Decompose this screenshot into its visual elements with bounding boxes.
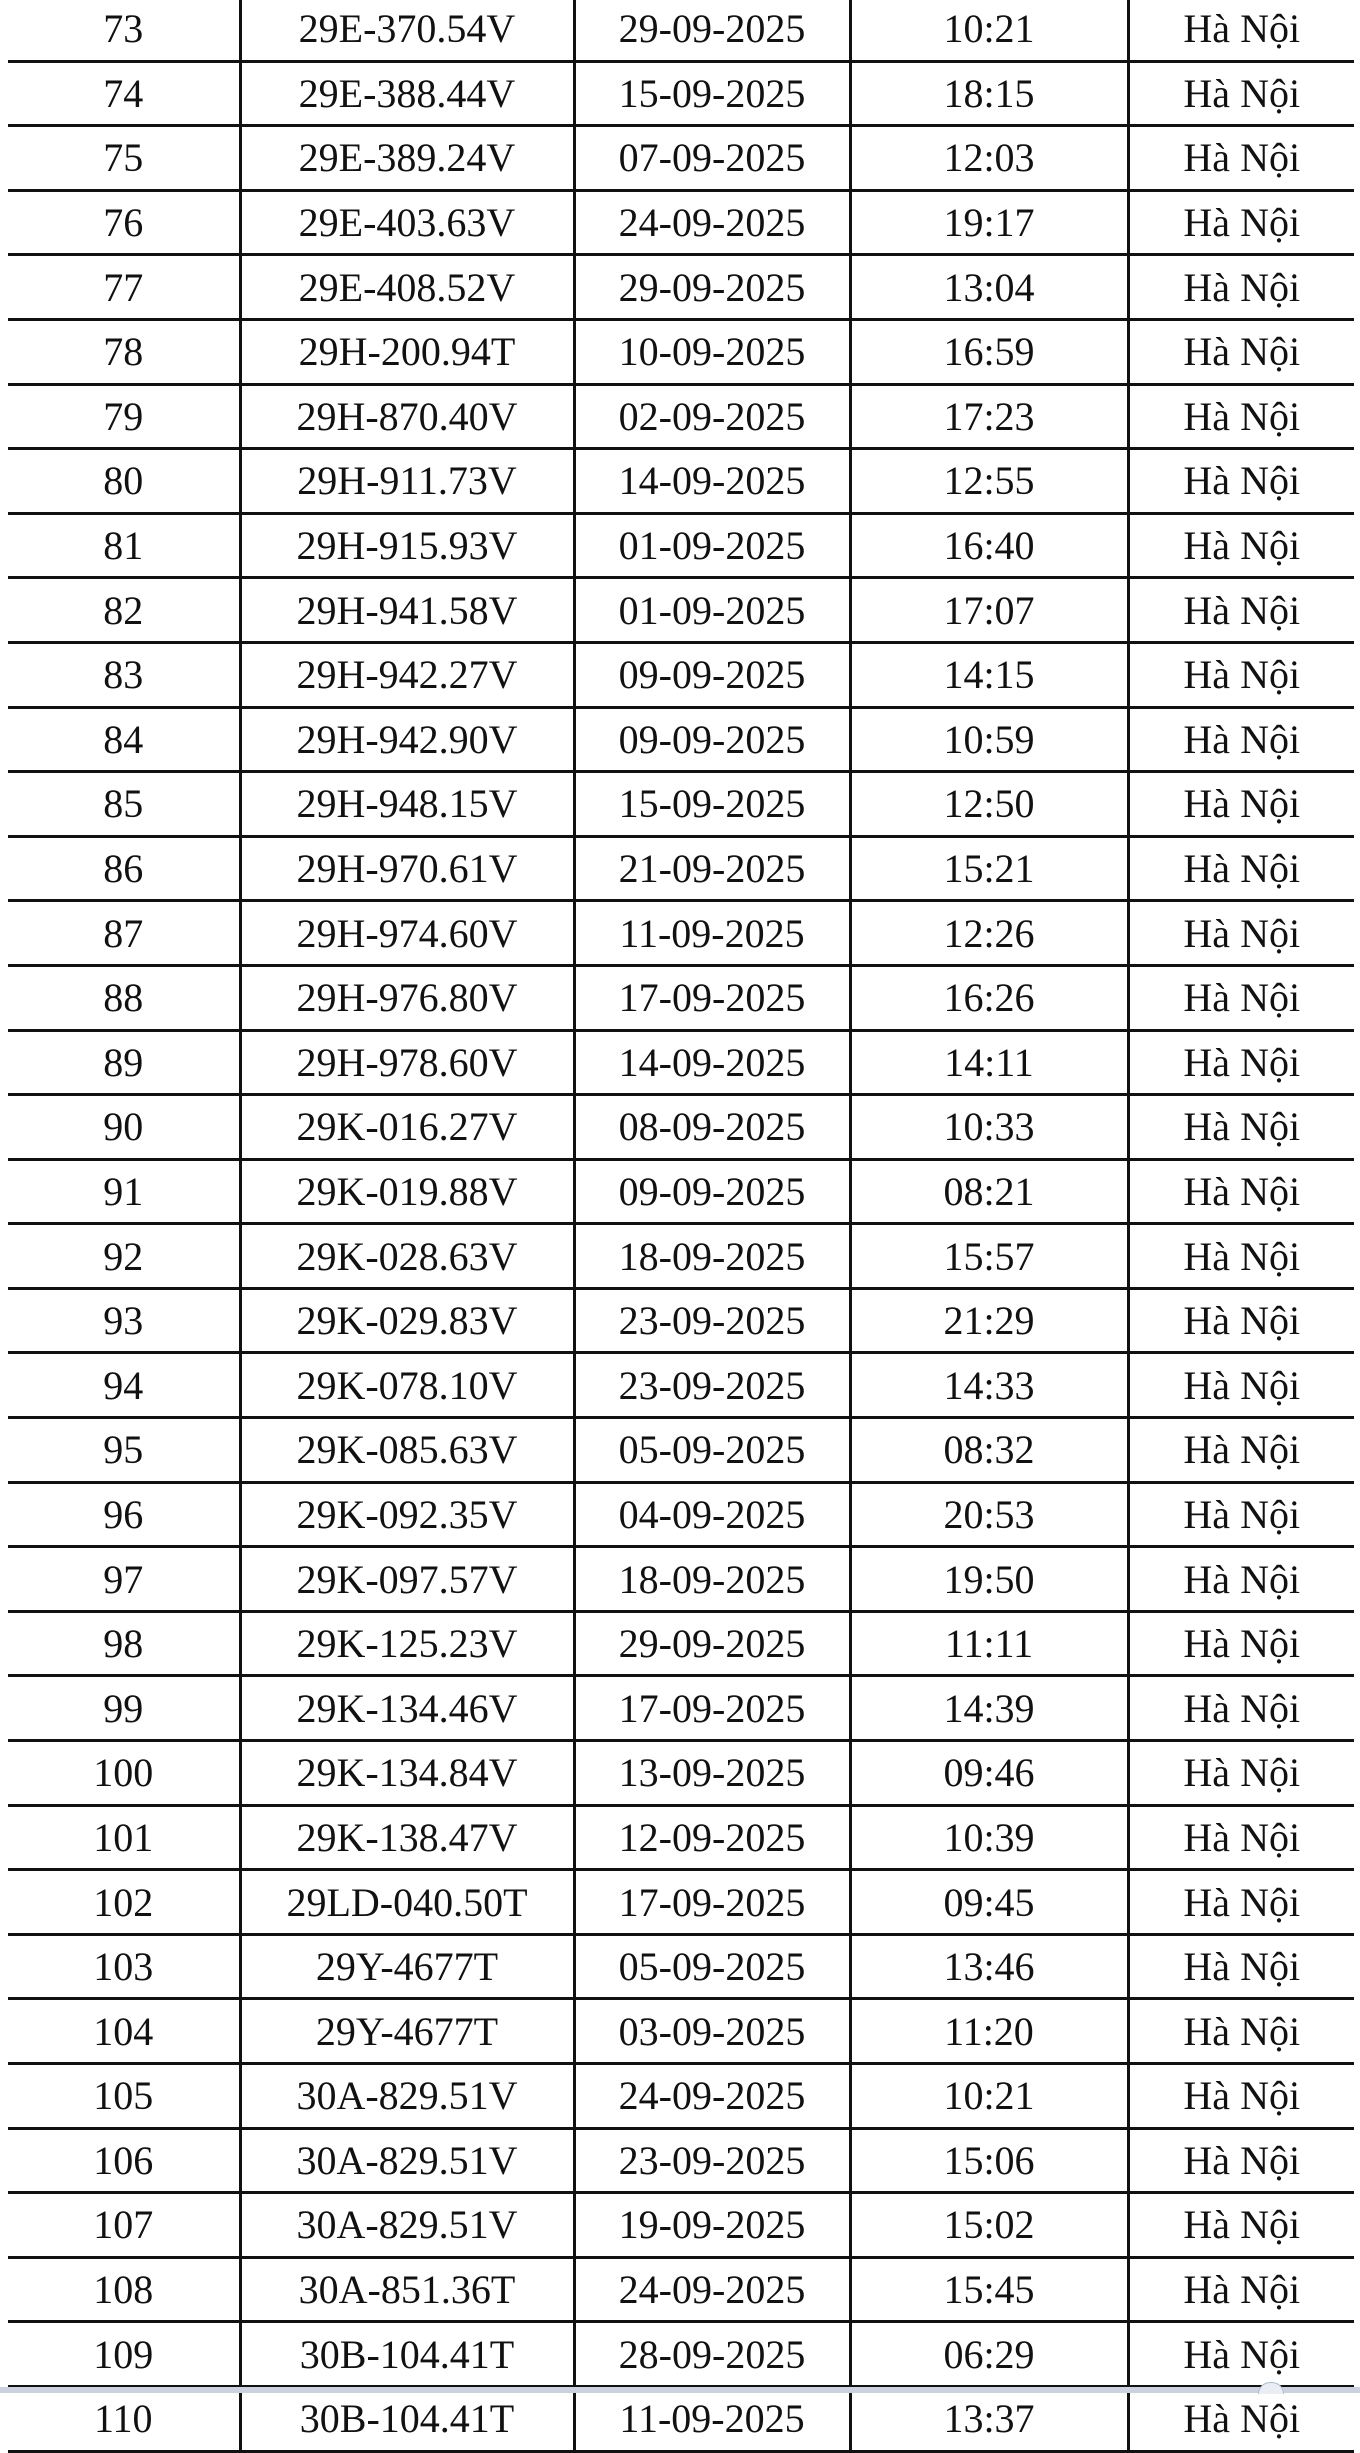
row-number-cell: 85 — [8, 772, 240, 837]
plate-number-cell: 29K-134.46V — [240, 1676, 574, 1741]
plate-number-cell: 29E-408.52V — [240, 255, 574, 320]
location-cell: Hà Nội — [1128, 1224, 1354, 1289]
row-number-cell: 104 — [8, 1999, 240, 2064]
location-cell: Hà Nội — [1128, 449, 1354, 514]
row-number-cell: 109 — [8, 2322, 240, 2387]
table-row — [8, 1676, 1354, 1741]
row-number-cell: 97 — [8, 1547, 240, 1612]
plate-number-cell: 29H-941.58V — [240, 578, 574, 643]
plate-number-cell: 29H-915.93V — [240, 513, 574, 578]
time-cell: 12:50 — [850, 772, 1128, 837]
violation-table-container — [8, 0, 1354, 2453]
row-number-cell: 100 — [8, 1741, 240, 1806]
plate-number-cell: 29E-370.54V — [240, 0, 574, 61]
table-row — [8, 642, 1354, 707]
table-row — [8, 61, 1354, 126]
row-number-cell: 102 — [8, 1870, 240, 1935]
location-cell: Hà Nội — [1128, 190, 1354, 255]
location-cell: Hà Nội — [1128, 61, 1354, 126]
plate-number-cell: 29H-970.61V — [240, 836, 574, 901]
location-cell: Hà Nội — [1128, 642, 1354, 707]
table-row — [8, 1353, 1354, 1418]
row-number-cell: 105 — [8, 2064, 240, 2129]
time-cell: 14:11 — [850, 1030, 1128, 1095]
row-number-cell: 106 — [8, 2128, 240, 2193]
plate-number-cell: 29H-942.90V — [240, 707, 574, 772]
location-cell: Hà Nội — [1128, 1159, 1354, 1224]
location-cell: Hà Nội — [1128, 1741, 1354, 1806]
table-row — [8, 1030, 1354, 1095]
plate-number-cell: 30A-829.51V — [240, 2064, 574, 2129]
table-row — [8, 513, 1354, 578]
date-cell: 23-09-2025 — [574, 1353, 850, 1418]
table-row — [8, 2257, 1354, 2322]
time-cell: 06:29 — [850, 2322, 1128, 2387]
date-cell: 28-09-2025 — [574, 2322, 850, 2387]
row-number-cell: 84 — [8, 707, 240, 772]
plate-number-cell: 29H-974.60V — [240, 901, 574, 966]
date-cell: 07-09-2025 — [574, 126, 850, 191]
row-number-cell: 90 — [8, 1095, 240, 1160]
date-cell: 14-09-2025 — [574, 1030, 850, 1095]
location-cell: Hà Nội — [1128, 319, 1354, 384]
table-row — [8, 836, 1354, 901]
location-cell: Hà Nội — [1128, 255, 1354, 320]
time-cell: 15:06 — [850, 2128, 1128, 2193]
plate-number-cell: 29H-976.80V — [240, 965, 574, 1030]
date-cell: 01-09-2025 — [574, 578, 850, 643]
plate-number-cell: 29Y-4677T — [240, 1999, 574, 2064]
plate-number-cell: 29K-092.35V — [240, 1482, 574, 1547]
table-row — [8, 2386, 1354, 2451]
table-row — [8, 126, 1354, 191]
time-cell: 19:17 — [850, 190, 1128, 255]
plate-number-cell: 29K-097.57V — [240, 1547, 574, 1612]
location-cell: Hà Nội — [1128, 1999, 1354, 2064]
row-number-cell: 79 — [8, 384, 240, 449]
table-row — [8, 384, 1354, 449]
location-cell: Hà Nội — [1128, 126, 1354, 191]
plate-number-cell: 29H-200.94T — [240, 319, 574, 384]
row-number-cell: 110 — [8, 2386, 240, 2451]
time-cell: 15:57 — [850, 1224, 1128, 1289]
date-cell: 18-09-2025 — [574, 1547, 850, 1612]
date-cell: 24-09-2025 — [574, 2257, 850, 2322]
row-number-cell: 87 — [8, 901, 240, 966]
table-row — [8, 1095, 1354, 1160]
time-cell: 14:39 — [850, 1676, 1128, 1741]
time-cell: 10:59 — [850, 707, 1128, 772]
plate-number-cell: 29H-948.15V — [240, 772, 574, 837]
row-number-cell: 107 — [8, 2193, 240, 2258]
location-cell: Hà Nội — [1128, 707, 1354, 772]
time-cell: 10:33 — [850, 1095, 1128, 1160]
location-cell: Hà Nội — [1128, 2257, 1354, 2322]
date-cell: 24-09-2025 — [574, 2064, 850, 2129]
plate-number-cell: 29LD-040.50T — [240, 1870, 574, 1935]
table-row — [8, 2128, 1354, 2193]
location-cell: Hà Nội — [1128, 1353, 1354, 1418]
location-cell: Hà Nội — [1128, 1611, 1354, 1676]
table-body — [8, 0, 1354, 2451]
plate-number-cell: 29K-085.63V — [240, 1418, 574, 1483]
row-number-cell: 76 — [8, 190, 240, 255]
plate-number-cell: 29K-028.63V — [240, 1224, 574, 1289]
location-cell: Hà Nội — [1128, 2322, 1354, 2387]
table-row — [8, 1547, 1354, 1612]
time-cell: 13:04 — [850, 255, 1128, 320]
row-number-cell: 75 — [8, 126, 240, 191]
table-row — [8, 1741, 1354, 1806]
time-cell: 13:37 — [850, 2386, 1128, 2451]
table-row — [8, 1418, 1354, 1483]
row-number-cell: 88 — [8, 965, 240, 1030]
table-row — [8, 1805, 1354, 1870]
location-cell: Hà Nội — [1128, 384, 1354, 449]
time-cell: 17:23 — [850, 384, 1128, 449]
plate-number-cell: 29E-403.63V — [240, 190, 574, 255]
location-cell: Hà Nội — [1128, 0, 1354, 61]
row-number-cell: 93 — [8, 1288, 240, 1353]
table-row — [8, 772, 1354, 837]
table-row — [8, 2064, 1354, 2129]
location-cell: Hà Nội — [1128, 1288, 1354, 1353]
time-cell: 15:45 — [850, 2257, 1128, 2322]
time-cell: 09:46 — [850, 1741, 1128, 1806]
table-row — [8, 1288, 1354, 1353]
plate-number-cell: 29K-134.84V — [240, 1741, 574, 1806]
time-cell: 16:26 — [850, 965, 1128, 1030]
table-row — [8, 190, 1354, 255]
table-row — [8, 1611, 1354, 1676]
time-cell: 12:55 — [850, 449, 1128, 514]
location-cell: Hà Nội — [1128, 2064, 1354, 2129]
date-cell: 15-09-2025 — [574, 61, 850, 126]
time-cell: 13:46 — [850, 1934, 1128, 1999]
date-cell: 08-09-2025 — [574, 1095, 850, 1160]
table-row — [8, 255, 1354, 320]
location-cell: Hà Nội — [1128, 1547, 1354, 1612]
time-cell: 14:15 — [850, 642, 1128, 707]
row-number-cell: 74 — [8, 61, 240, 126]
location-cell: Hà Nội — [1128, 2386, 1354, 2451]
plate-number-cell: 29K-138.47V — [240, 1805, 574, 1870]
table-row — [8, 901, 1354, 966]
location-cell: Hà Nội — [1128, 1934, 1354, 1999]
time-cell: 10:21 — [850, 2064, 1128, 2129]
table-row — [8, 449, 1354, 514]
date-cell: 17-09-2025 — [574, 1870, 850, 1935]
date-cell: 01-09-2025 — [574, 513, 850, 578]
date-cell: 23-09-2025 — [574, 2128, 850, 2193]
time-cell: 15:21 — [850, 836, 1128, 901]
time-cell: 11:20 — [850, 1999, 1128, 2064]
time-cell: 21:29 — [850, 1288, 1128, 1353]
row-number-cell: 101 — [8, 1805, 240, 1870]
date-cell: 12-09-2025 — [574, 1805, 850, 1870]
plate-number-cell: 29H-942.27V — [240, 642, 574, 707]
date-cell: 19-09-2025 — [574, 2193, 850, 2258]
table-row — [8, 1870, 1354, 1935]
location-cell: Hà Nội — [1128, 513, 1354, 578]
date-cell: 17-09-2025 — [574, 965, 850, 1030]
location-cell: Hà Nội — [1128, 1805, 1354, 1870]
plate-number-cell: 29H-911.73V — [240, 449, 574, 514]
plate-number-cell: 29Y-4677T — [240, 1934, 574, 1999]
location-cell: Hà Nội — [1128, 772, 1354, 837]
date-cell: 14-09-2025 — [574, 449, 850, 514]
time-cell: 12:03 — [850, 126, 1128, 191]
time-cell: 19:50 — [850, 1547, 1128, 1612]
date-cell: 02-09-2025 — [574, 384, 850, 449]
table-row — [8, 1224, 1354, 1289]
date-cell: 11-09-2025 — [574, 2386, 850, 2451]
date-cell: 13-09-2025 — [574, 1741, 850, 1806]
table-row — [8, 1999, 1354, 2064]
date-cell: 18-09-2025 — [574, 1224, 850, 1289]
row-number-cell: 81 — [8, 513, 240, 578]
table-row — [8, 0, 1354, 61]
date-cell: 24-09-2025 — [574, 190, 850, 255]
time-cell: 17:07 — [850, 578, 1128, 643]
row-number-cell: 73 — [8, 0, 240, 61]
table-row — [8, 1159, 1354, 1224]
location-cell: Hà Nội — [1128, 1418, 1354, 1483]
plate-number-cell: 29K-125.23V — [240, 1611, 574, 1676]
row-number-cell: 94 — [8, 1353, 240, 1418]
date-cell: 09-09-2025 — [574, 707, 850, 772]
date-cell: 23-09-2025 — [574, 1288, 850, 1353]
time-cell: 08:32 — [850, 1418, 1128, 1483]
row-number-cell: 91 — [8, 1159, 240, 1224]
row-number-cell: 98 — [8, 1611, 240, 1676]
date-cell: 17-09-2025 — [574, 1676, 850, 1741]
location-cell: Hà Nội — [1128, 1030, 1354, 1095]
date-cell: 05-09-2025 — [574, 1934, 850, 1999]
row-number-cell: 77 — [8, 255, 240, 320]
table-row — [8, 2322, 1354, 2387]
location-cell: Hà Nội — [1128, 578, 1354, 643]
date-cell: 11-09-2025 — [574, 901, 850, 966]
row-number-cell: 95 — [8, 1418, 240, 1483]
time-cell: 10:39 — [850, 1805, 1128, 1870]
row-number-cell: 96 — [8, 1482, 240, 1547]
plate-number-cell: 30B-104.41T — [240, 2386, 574, 2451]
row-number-cell: 78 — [8, 319, 240, 384]
date-cell: 10-09-2025 — [574, 319, 850, 384]
table-row — [8, 319, 1354, 384]
time-cell: 14:33 — [850, 1353, 1128, 1418]
time-cell: 10:21 — [850, 0, 1128, 61]
date-cell: 03-09-2025 — [574, 1999, 850, 2064]
date-cell: 05-09-2025 — [574, 1418, 850, 1483]
time-cell: 09:45 — [850, 1870, 1128, 1935]
row-number-cell: 89 — [8, 1030, 240, 1095]
plate-number-cell: 29E-388.44V — [240, 61, 574, 126]
date-cell: 09-09-2025 — [574, 642, 850, 707]
location-cell: Hà Nội — [1128, 1482, 1354, 1547]
plate-number-cell: 29E-389.24V — [240, 126, 574, 191]
date-cell: 04-09-2025 — [574, 1482, 850, 1547]
row-number-cell: 82 — [8, 578, 240, 643]
date-cell: 29-09-2025 — [574, 255, 850, 320]
date-cell: 21-09-2025 — [574, 836, 850, 901]
time-cell: 16:40 — [850, 513, 1128, 578]
date-cell: 09-09-2025 — [574, 1159, 850, 1224]
plate-number-cell: 29K-016.27V — [240, 1095, 574, 1160]
time-cell: 12:26 — [850, 901, 1128, 966]
location-cell: Hà Nội — [1128, 901, 1354, 966]
table-row — [8, 707, 1354, 772]
time-cell: 18:15 — [850, 61, 1128, 126]
time-cell: 20:53 — [850, 1482, 1128, 1547]
date-cell: 15-09-2025 — [574, 772, 850, 837]
time-cell: 08:21 — [850, 1159, 1128, 1224]
plate-number-cell: 30B-104.41T — [240, 2322, 574, 2387]
time-cell: 15:02 — [850, 2193, 1128, 2258]
plate-number-cell: 29H-870.40V — [240, 384, 574, 449]
row-number-cell: 103 — [8, 1934, 240, 1999]
row-number-cell: 86 — [8, 836, 240, 901]
location-cell: Hà Nội — [1128, 2128, 1354, 2193]
bottom-scroll-edge — [0, 2387, 1360, 2393]
date-cell: 29-09-2025 — [574, 0, 850, 61]
plate-number-cell: 30A-829.51V — [240, 2128, 574, 2193]
row-number-cell: 80 — [8, 449, 240, 514]
table-row — [8, 1482, 1354, 1547]
row-number-cell: 83 — [8, 642, 240, 707]
table-row — [8, 965, 1354, 1030]
plate-number-cell: 29K-029.83V — [240, 1288, 574, 1353]
table-row — [8, 578, 1354, 643]
row-number-cell: 108 — [8, 2257, 240, 2322]
location-cell: Hà Nội — [1128, 1870, 1354, 1935]
location-cell: Hà Nội — [1128, 1095, 1354, 1160]
time-cell: 11:11 — [850, 1611, 1128, 1676]
date-cell: 29-09-2025 — [574, 1611, 850, 1676]
plate-number-cell: 29K-019.88V — [240, 1159, 574, 1224]
plate-number-cell: 29H-978.60V — [240, 1030, 574, 1095]
location-cell: Hà Nội — [1128, 1676, 1354, 1741]
row-number-cell: 92 — [8, 1224, 240, 1289]
row-number-cell: 99 — [8, 1676, 240, 1741]
plate-number-cell: 30A-829.51V — [240, 2193, 574, 2258]
location-cell: Hà Nội — [1128, 836, 1354, 901]
table-row — [8, 1934, 1354, 1999]
time-cell: 16:59 — [850, 319, 1128, 384]
table-row — [8, 2193, 1354, 2258]
location-cell: Hà Nội — [1128, 965, 1354, 1030]
plate-number-cell: 29K-078.10V — [240, 1353, 574, 1418]
location-cell: Hà Nội — [1128, 2193, 1354, 2258]
plate-number-cell: 30A-851.36T — [240, 2257, 574, 2322]
violation-table — [8, 0, 1354, 2453]
